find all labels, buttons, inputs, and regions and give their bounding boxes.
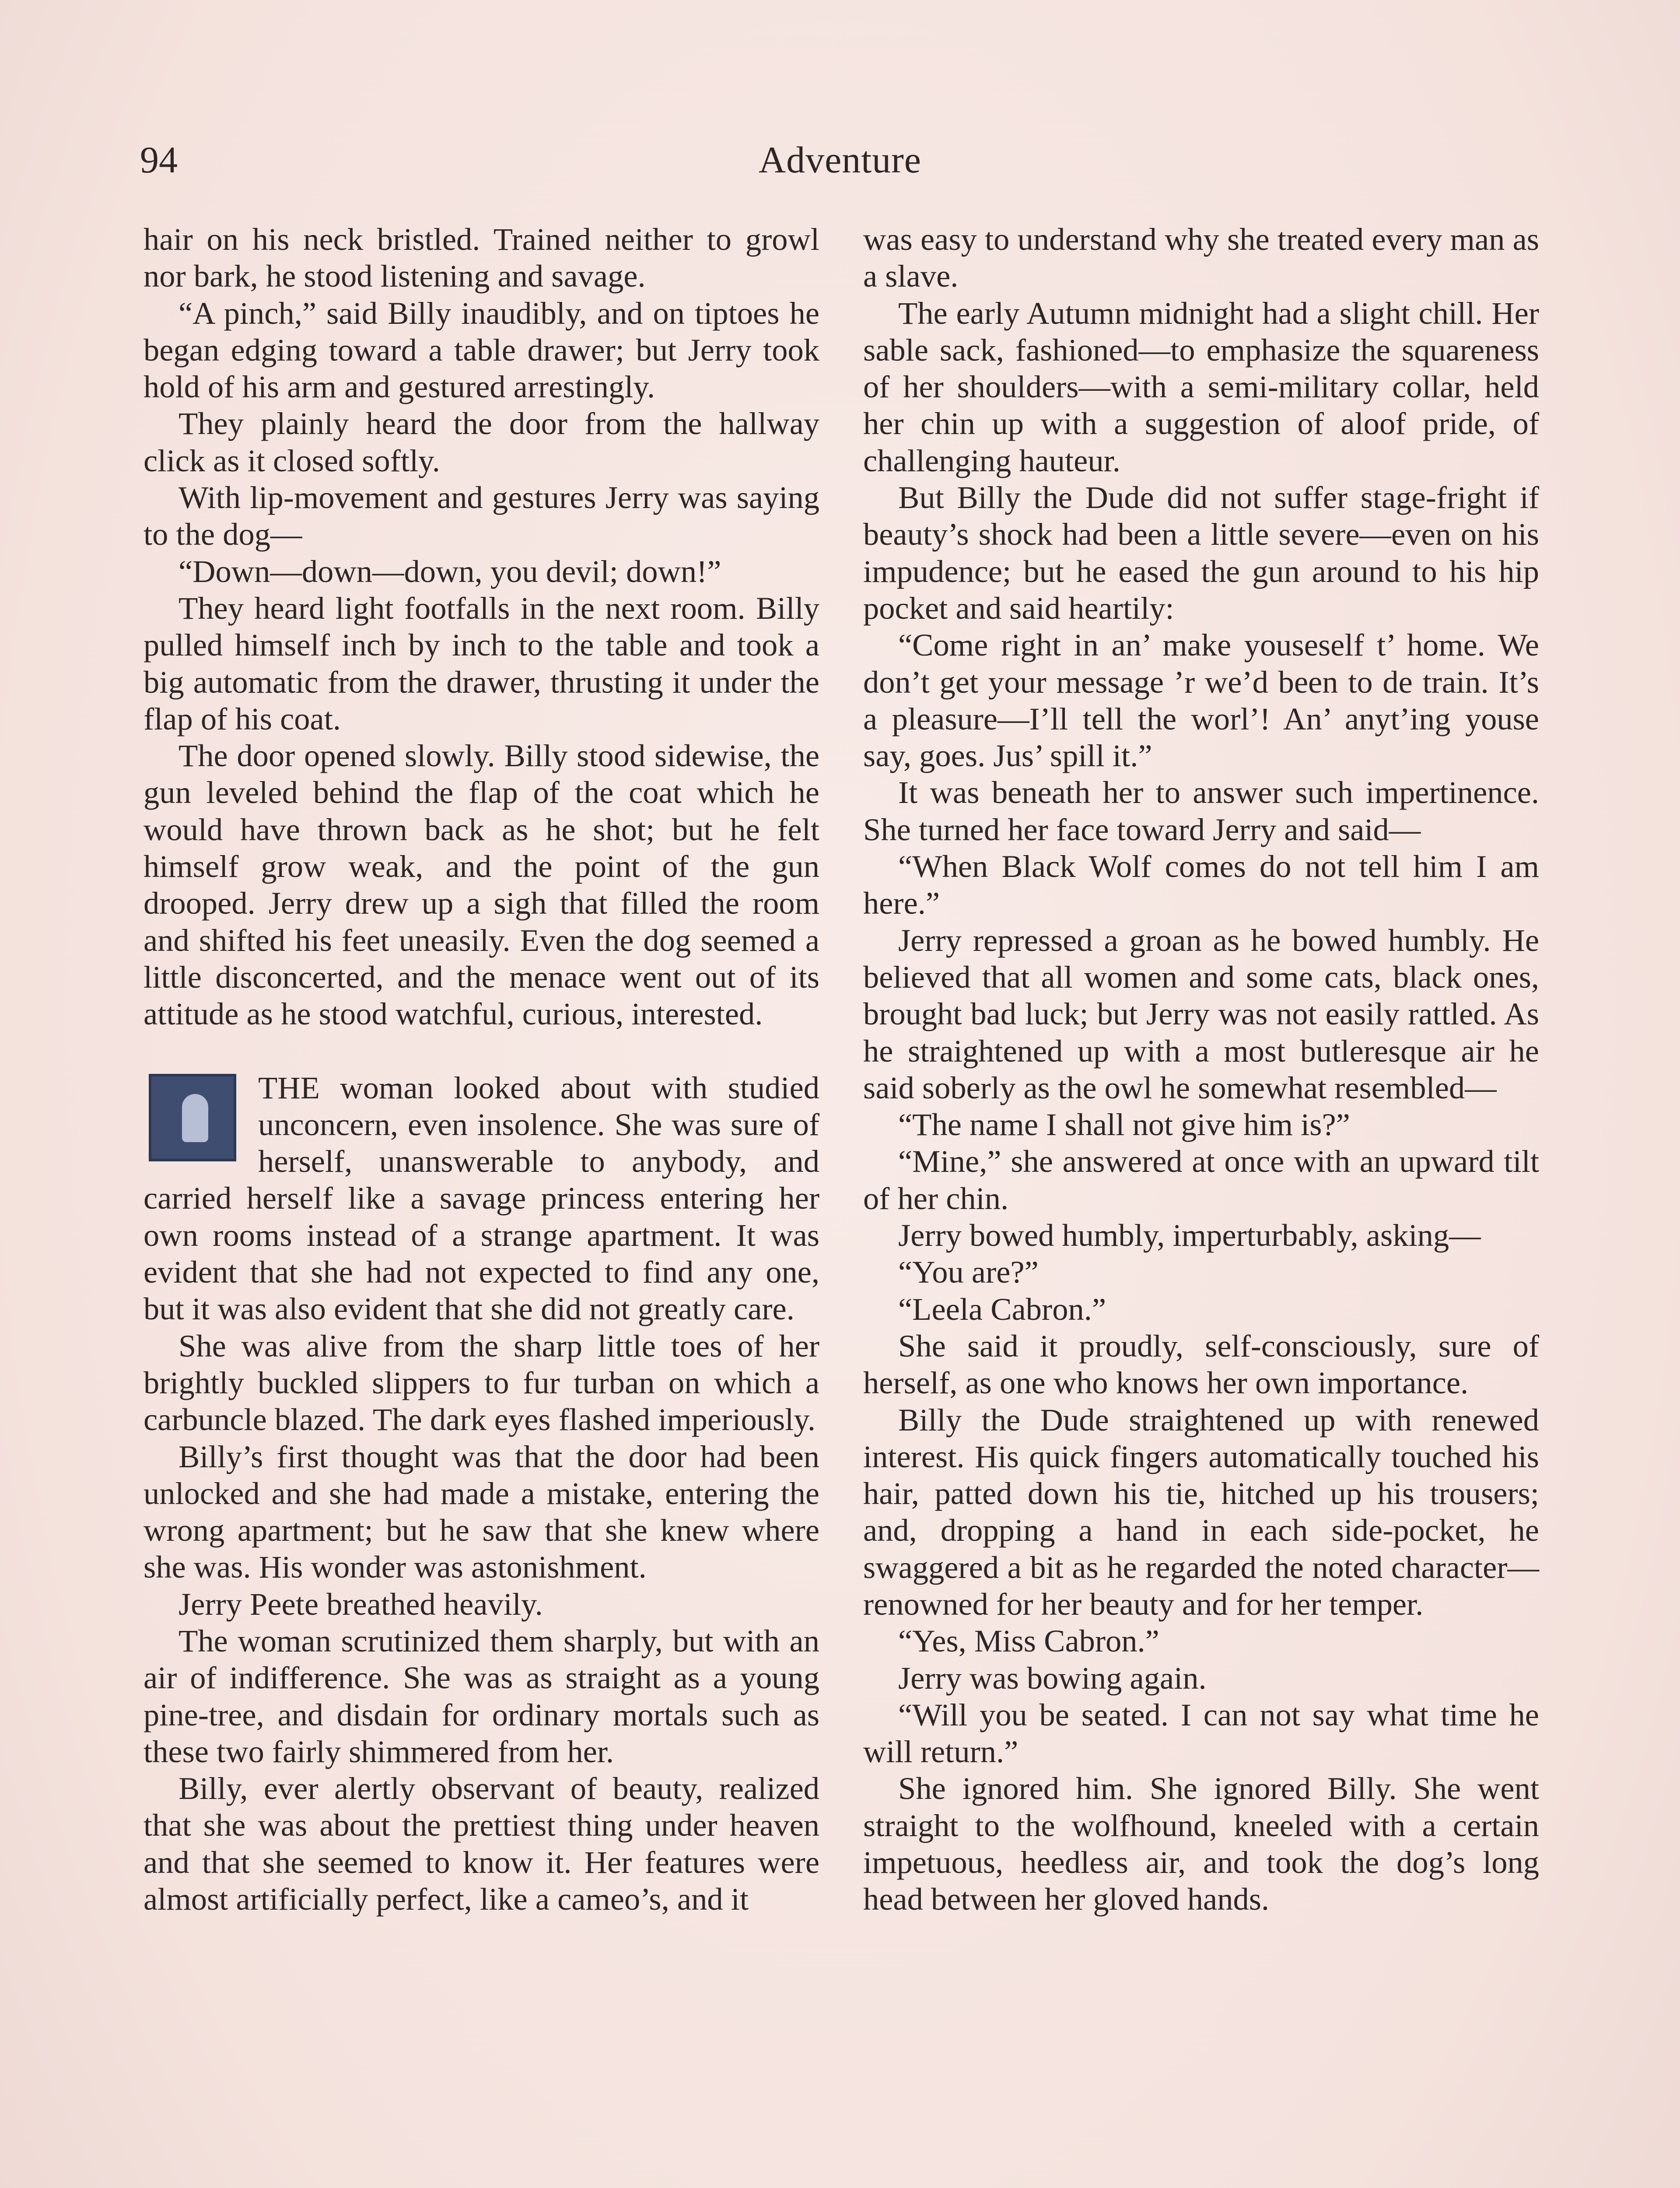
- paragraph: Jerry Peete breathed heavily.: [178, 1586, 543, 1622]
- paragraph: “Come right in an’ make youseself t’ home. We don’t get your message ’r we’d been to de train. It’s a pleasure—I’ll tell the worl’! An’ anyt’ing youse say, goes. Jus’ spill it.”: [863, 627, 1539, 774]
- paragraph: She ignored him. She ignored Billy. She went straight to the wolfhound, kneeled with a certain impetuous, heedless air, and took the dog’s long head between her gloved hands.: [863, 1771, 1539, 1917]
- paragraph: “A pinch,” said Billy inaudibly, and on tiptoes he began edging toward a table drawer; but Jerry took hold of his arm and gestured arrestingly.: [144, 295, 819, 405]
- running-title: Adventure: [759, 139, 921, 181]
- paragraph: The early Autumn midnight had a slight chill. Her sable sack, fashioned—to emphasize the squareness of her shoulders—with a semi-military collar, held her chin up with a suggestion of aloof pride, of challenging hauteur.: [863, 295, 1539, 478]
- paragraph: The door opened slowly. Billy stood sidewise, the gun leveled behind the flap of the coat which he would have thrown back as he shot; but he felt himself grow weak, and the point of the gun drooped. Jerry drew up a sigh that filled the room and shifted his feet uneasily. Even the dog seemed a little disconcerted, and the menace went out of its attitude as he stood watchful, curious, interested.: [144, 738, 819, 1032]
- page-number: 94: [140, 139, 178, 181]
- left-column: [144, 221, 819, 1918]
- paragraph: But Billy the Dude did not suffer stage-fright if beauty’s shock had been a little severe—even on his impudence; but he eased the gun around to his hip pocket and said heartily:: [863, 480, 1539, 626]
- paragraph: The woman scrutinized them sharply, but with an air of indifference. She was as straight as a young pine-tree, and disdain for ordinary mortals such as these two fairly shimmered from her.: [144, 1623, 819, 1769]
- paragraph: She was alive from the sharp little toes of her brightly buckled slippers to fur turban on which a carbuncle blazed. The dark eyes flashed imperiously.: [144, 1328, 819, 1438]
- paragraph: “Down—down—down, you devil; down!”: [178, 553, 721, 589]
- paragraph: Billy the Dude straightened up with renewed interest. His quick fingers automatically touched his hair, patted down his tie, hitched up his trousers; and, dropping a hand in each side-pocket, he swaggered a bit as he regarded the noted character—renowned for her beauty and for her temper.: [863, 1402, 1539, 1622]
- paragraph: “Mine,” she answered at once with an upward tilt of her chin.: [863, 1143, 1539, 1216]
- paragraph: Billy, ever alertly observant of beauty, realized that she was about the prettiest thing under heaven and that she seemed to know it. Her features were almost artificially perfect, like a cameo’s, and it: [144, 1771, 819, 1917]
- paragraph: Jerry bowed humbly, imperturbably, asking—: [898, 1217, 1481, 1253]
- page-header: [140, 131, 1540, 188]
- paragraph: With lip-movement and gestures Jerry was saying to the dog—: [144, 480, 819, 552]
- paragraph: They plainly heard the door from the hallway click as it closed softly.: [144, 406, 819, 478]
- paragraph: “You are?”: [898, 1254, 1039, 1290]
- right-column: [863, 221, 1539, 1918]
- paragraph: “Leela Cabron.”: [898, 1291, 1106, 1327]
- paragraph: Jerry was bowing again.: [898, 1660, 1207, 1696]
- paragraph: “The name I shall not give him is?”: [898, 1107, 1350, 1143]
- paragraph: Billy’s first thought was that the door had been unlocked and she had made a mistake, entering the wrong apartment; but he saw that she knew where she was. His wonder was astonishment.: [144, 1438, 819, 1585]
- paragraph: Jerry repressed a groan as he bowed humbly. He believed that all women and some cats, black ones, brought bad luck; but Jerry was not easily rattled. As he straightened up with a most butleresque air he said soberly as the owl he somewhat resembled—: [863, 922, 1539, 1105]
- paragraph: “Will you be seated. I can not say what time he will return.”: [863, 1697, 1539, 1770]
- paragraph: They heard light footfalls in the next room. Billy pulled himself inch by inch to the table and took a big automatic from the drawer, thrusting it under the flap of his coat.: [144, 590, 819, 736]
- paragraph: “When Black Wolf comes do not tell him I am here.”: [863, 849, 1539, 921]
- paragraph: hair on his neck bristled. Trained neither to growl nor bark, he stood listening and savage.: [144, 221, 819, 294]
- paragraph: was easy to understand why she treated every man as a slave.: [863, 221, 1539, 294]
- paragraph: “Yes, Miss Cabron.”: [898, 1623, 1159, 1659]
- paragraph: THE woman looked about with studied unconcern, even insolence. She was sure of herself, unanswerable to anybody, and carried herself like a savage princess entering her own rooms instead of a strange apartment. It was evident that she had not expected to find any one, but it was also evident that she did not greatly care.: [144, 1069, 819, 1327]
- decorative-initial-icon: [149, 1074, 236, 1161]
- paragraph: She said it proudly, self-consciously, sure of herself, as one who knows her own importance.: [863, 1328, 1539, 1401]
- paragraph: It was beneath her to answer such impertinence. She turned her face toward Jerry and said—: [863, 775, 1539, 847]
